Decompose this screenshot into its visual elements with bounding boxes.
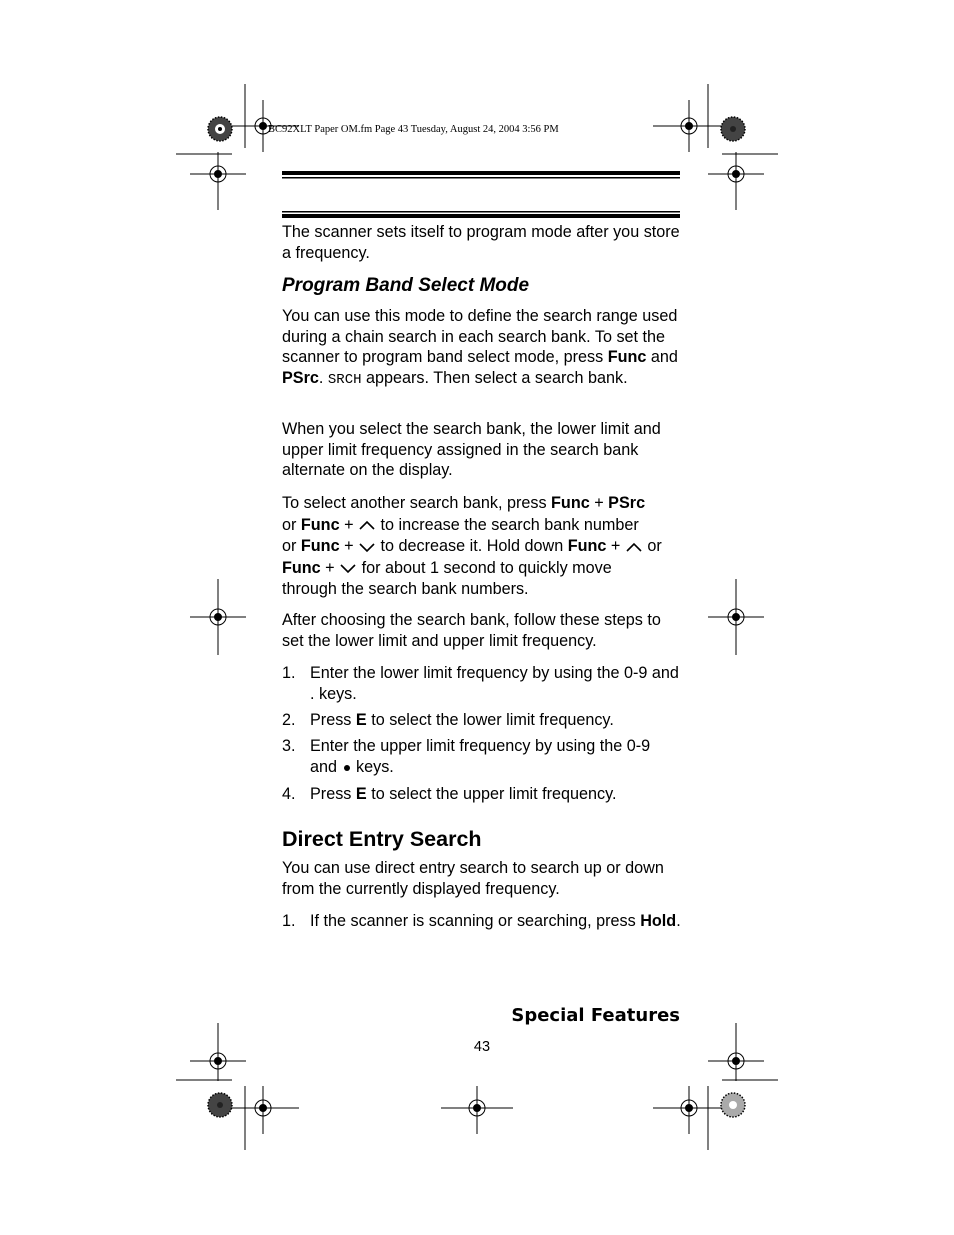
header-rules bbox=[282, 171, 680, 218]
paragraph-direct-entry: You can use direct entry search to search up or down from the currently displayed frequency. bbox=[282, 859, 664, 898]
chevron-up-icon bbox=[625, 541, 643, 553]
page-number: 43 bbox=[473, 1039, 491, 1055]
paragraph-select-bank: To select another search bank, press Func + PSrc or Func + to increase the search bank number or Func + to decrease it. Hold down Func + or Func + for about 1 second to quickly move through the search bank numbers. bbox=[282, 494, 662, 598]
file-info-header: BC92XLT Paper OM.fm Page 43 Tuesday, August 24, 2004 3:56 PM bbox=[268, 124, 559, 135]
paragraph-search-bank: When you select the search bank, the lower limit and upper limit frequency assigned in the search bank alternate on the display. bbox=[282, 420, 661, 479]
section-title-program-band: Program Band Select Mode bbox=[282, 275, 530, 296]
footer-section-title: Special Features bbox=[511, 1005, 680, 1026]
intro-paragraph: The scanner sets itself to program mode after you store a frequency. bbox=[282, 223, 680, 262]
chevron-up-icon bbox=[358, 519, 376, 531]
section-title-direct-entry: Direct Entry Search bbox=[282, 827, 482, 851]
chevron-down-icon bbox=[339, 562, 357, 574]
chevron-down-icon bbox=[358, 541, 376, 553]
bullet-dot-icon bbox=[344, 765, 350, 771]
paragraph-band-mode: You can use this mode to define the search range used during a chain search in each search bank. To set the scanner to program band select mode, press Func and PSrc. SRCH appears. Then select a search bank. bbox=[282, 307, 678, 388]
paragraph-steps-intro: After choosing the search bank, follow these steps to set the lower limit and upper limit frequency. bbox=[282, 611, 661, 650]
